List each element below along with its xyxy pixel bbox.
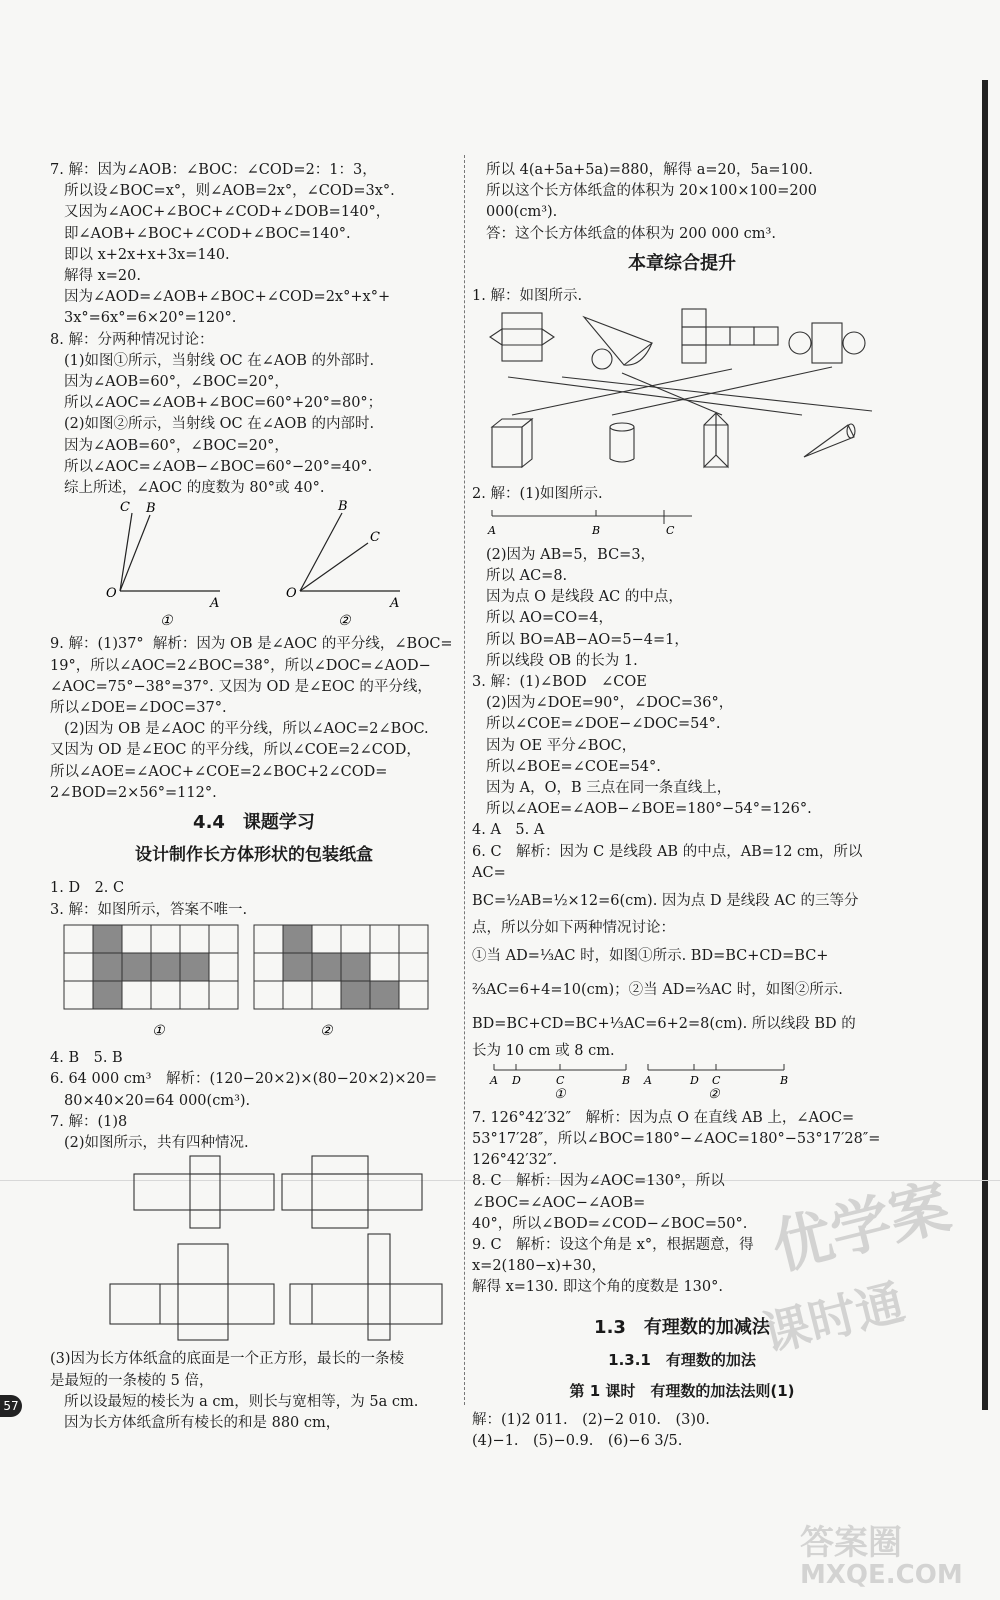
text-line: ①当 AD=⅓AC 时，如图①所示. BD=BC+CD=BC+ bbox=[472, 948, 829, 965]
figure-number: ② bbox=[708, 1087, 720, 1101]
figure-number: ① bbox=[152, 1022, 165, 1039]
watermark-badge: 答案圈 bbox=[800, 1523, 902, 1563]
grid-cell bbox=[341, 925, 370, 953]
text-line: 即以 x+2x+x+3x=140. bbox=[64, 246, 230, 263]
label-c: C bbox=[556, 1074, 565, 1088]
grid-cell bbox=[341, 953, 370, 981]
grid-cell bbox=[370, 953, 399, 981]
grid-cell bbox=[209, 953, 238, 981]
grid-cell bbox=[254, 981, 283, 1009]
grid-cell bbox=[151, 953, 180, 981]
grid-cell bbox=[283, 981, 312, 1009]
watermark-main: 优学案 bbox=[765, 1172, 958, 1284]
grid-cell bbox=[399, 925, 428, 953]
text-line: 40°，所以∠BOD=∠COD−∠BOC=50°. bbox=[472, 1215, 748, 1232]
text-line: 所以这个长方体纸盒的体积为 20×100×100=200 000(cm³). bbox=[486, 183, 822, 221]
text-line: 所以∠BOE=∠COE=54°. bbox=[486, 758, 661, 775]
segment-figures-abcd bbox=[472, 1062, 892, 1100]
grid-cell bbox=[312, 981, 341, 1009]
grid-cell bbox=[312, 925, 341, 953]
grid-cell bbox=[254, 925, 283, 953]
label-c: C bbox=[120, 500, 130, 516]
label-a: A bbox=[490, 1074, 498, 1088]
text-line: 因为点 O 是线段 AC 的中点， bbox=[486, 589, 683, 606]
text-line: 1. D 2. C bbox=[50, 880, 125, 897]
grid-cell bbox=[312, 953, 341, 981]
section-title-4-4: 4.4 课题学习 bbox=[193, 812, 315, 834]
text-line: 6. 64 000 cm³ 解析：(120−20×2)×(80−20×2)×20= bbox=[50, 1071, 438, 1088]
label-o: O bbox=[106, 586, 117, 602]
grid-cell bbox=[64, 925, 93, 953]
text-line: 8. C 解析：因为∠AOC=130°，所以∠BOC=∠AOC−∠AOB= bbox=[472, 1173, 725, 1211]
section-title-1-3: 1.3 有理数的加减法 bbox=[594, 1316, 770, 1338]
text-line: 19°，所以∠AOC=2∠BOC=38°，所以∠DOC=∠AOD− bbox=[50, 657, 431, 674]
text-line: (1)如图①所示，当射线 OC 在∠AOB 的外部时. bbox=[64, 352, 375, 369]
text-line: 8. 解：分两种情况讨论： bbox=[50, 331, 214, 348]
net-grid-2 bbox=[254, 925, 428, 1009]
text-line: 所以设最短的棱长为 a cm，则长与宽相等，为 5a cm. bbox=[64, 1393, 419, 1410]
grid-cell bbox=[283, 925, 312, 953]
text-line: 又因为∠AOC+∠BOC+∠COD+∠DOB=140°， bbox=[64, 204, 391, 221]
label-b: B bbox=[622, 1074, 631, 1088]
segment-figure-abc bbox=[472, 506, 892, 538]
grid-cell bbox=[93, 953, 122, 981]
grid-cell bbox=[254, 953, 283, 981]
text-line: 126°42′32″. bbox=[472, 1152, 558, 1169]
text-line: 6. C 解析：因为 C 是线段 AB 的中点，AB=12 cm，所以 AC= bbox=[472, 843, 868, 881]
text-line: ⅔AC=6+4=10(cm)；②当 AD=⅔AC 时，如图②所示. bbox=[472, 982, 843, 999]
grid-cell bbox=[180, 981, 209, 1009]
text-line: 因为∠AOD=∠AOB+∠BOC+∠COD=2x°+x°+ bbox=[64, 289, 391, 306]
text-line: 解得 x=20. bbox=[64, 268, 141, 285]
figure-number: ② bbox=[320, 1022, 333, 1039]
grid-cell bbox=[64, 953, 93, 981]
q7-block bbox=[50, 160, 458, 330]
text-line: 3. 解：(1)∠BOD ∠COE bbox=[472, 674, 647, 691]
grid-cell bbox=[341, 981, 370, 1009]
text-line: 53°17′28″，所以∠BOC=180°−∠AOC=180°−53°17′28″= bbox=[472, 1130, 881, 1147]
grid-cell bbox=[93, 981, 122, 1009]
page-number: 57 bbox=[0, 1395, 22, 1417]
grid-cell bbox=[151, 925, 180, 953]
label-b: B bbox=[146, 501, 156, 517]
net-grid-figures bbox=[50, 921, 458, 1041]
page-edge-shadow bbox=[982, 80, 988, 1410]
label-c: C bbox=[666, 523, 675, 537]
text-line: 答：这个长方体纸盒的体积为 200 000 cm³. bbox=[486, 225, 776, 242]
grid-cell bbox=[122, 981, 151, 1009]
text-line: 因为 A，O，B 三点在同一条直线上， bbox=[486, 780, 732, 797]
text-line: 因为∠AOB=60°，∠BOC=20°， bbox=[64, 437, 289, 454]
lesson-title: 第 1 课时 有理数的加法法则(1) bbox=[569, 1381, 795, 1400]
text-line: 所以 4(a+5a+5a)=880，解得 a=20，5a=100. bbox=[486, 162, 813, 178]
section-title-1-3-1: 1.3.1 有理数的加法 bbox=[608, 1350, 756, 1369]
label-a: A bbox=[644, 1074, 652, 1088]
text-line: 2∠BOD=2×56°=112°. bbox=[50, 784, 217, 801]
r6-block bbox=[472, 842, 892, 1063]
grid-cell bbox=[370, 925, 399, 953]
text-line: 所以 AO=CO=4， bbox=[486, 610, 613, 627]
text-line: 所以∠AOC=∠AOB−∠BOC=60°−20°=40°. bbox=[64, 458, 373, 475]
label-a: A bbox=[210, 596, 220, 612]
q9-block bbox=[50, 634, 458, 804]
text-line: 9. 解：(1)37° 解析：因为 OB 是∠AOC 的平分线，∠BOC= bbox=[50, 636, 453, 653]
text-line: 综上所述，∠AOC 的度数为 80°或 40°. bbox=[64, 480, 325, 497]
label-b: B bbox=[592, 523, 601, 537]
label-a: A bbox=[488, 523, 496, 537]
text-line: BC=½AB=½×12=6(cm). 因为点 D 是线段 AC 的三等分 bbox=[472, 893, 859, 910]
grid-cell bbox=[399, 981, 428, 1009]
text-line: 3x°=6x°=6×20°=120°. bbox=[64, 310, 237, 327]
grid-cell bbox=[209, 981, 238, 1009]
grid-cell bbox=[180, 953, 209, 981]
text-line: (2)如图②所示，当射线 OC 在∠AOB 的内部时. bbox=[64, 416, 375, 433]
text-line: 所以∠DOE=∠DOC=37°. bbox=[50, 700, 227, 717]
watermark-sub: 课时通 bbox=[756, 1274, 910, 1364]
text-line: (2)如图所示，共有四种情况. bbox=[64, 1134, 249, 1151]
text-line: 因为长方体纸盒所有棱长的和是 880 cm， bbox=[64, 1414, 341, 1431]
figure-number: ② bbox=[338, 613, 351, 628]
right-column bbox=[472, 160, 892, 1453]
q8-block bbox=[50, 330, 458, 500]
text-line: (3)因为长方体纸盒的底面是一个正方形，最长的一条棱 bbox=[50, 1351, 405, 1368]
grid-cell bbox=[209, 925, 238, 953]
text-line: 1. 解：如图所示. bbox=[472, 288, 583, 305]
net-grid-1 bbox=[64, 925, 238, 1009]
label-b: B bbox=[338, 499, 348, 515]
text-line: 7. 126°42′32″ 解析：因为点 O 在直线 AB 上，∠AOC= bbox=[472, 1109, 855, 1126]
grid-cell bbox=[64, 981, 93, 1009]
text-line: 即∠AOB+∠BOC+∠COD+∠BOC=140°. bbox=[64, 225, 351, 242]
label-o: O bbox=[286, 586, 297, 602]
solid-matching-figure bbox=[472, 307, 892, 477]
text-line: 4. A 5. A bbox=[472, 822, 545, 839]
text-line: 是最短的一条棱的 5 倍， bbox=[50, 1372, 214, 1389]
column-divider bbox=[464, 155, 465, 1405]
angle-figure-2 bbox=[286, 499, 400, 627]
text-line: ∠AOC=75°−38°=37°. 又因为 OD 是∠EOC 的平分线， bbox=[50, 678, 432, 695]
label-c: C bbox=[712, 1074, 721, 1088]
text-line: 解得 x=130. 即这个角的度数是 130°. bbox=[472, 1279, 723, 1296]
text-line: 长为 10 cm 或 8 cm. bbox=[472, 1043, 615, 1060]
text-line: 2. 解：(1)如图所示. bbox=[472, 486, 603, 503]
grid-cell bbox=[122, 953, 151, 981]
box-net-figures bbox=[50, 1154, 458, 1342]
grid-cell bbox=[283, 953, 312, 981]
text-line: 所以设∠BOC=x°，则∠AOB=2x°，∠COD=3x°. bbox=[64, 183, 395, 200]
text-line: 所以 AC=8. bbox=[486, 568, 568, 585]
angle-figure-1 bbox=[106, 500, 220, 627]
text-line: 9. C 解析：设这个角是 x°，根据题意，得 x=2(180−x)+30， bbox=[472, 1236, 759, 1275]
figure-number: ① bbox=[160, 613, 173, 628]
figure-number: ① bbox=[554, 1087, 566, 1101]
text-line: BD=BC+CD=BC+⅓AC=6+2=8(cm). 所以线段 BD 的 bbox=[472, 1016, 856, 1033]
label-a: A bbox=[390, 596, 400, 612]
section-title-review: 本章综合提升 bbox=[628, 252, 736, 274]
text-line: (2)因为∠DOE=90°，∠DOC=36°， bbox=[486, 695, 734, 712]
text-line: (2)因为 AB=5，BC=3， bbox=[486, 546, 656, 563]
label-d: D bbox=[512, 1074, 521, 1088]
label-d: D bbox=[690, 1074, 699, 1088]
grid-cell bbox=[151, 981, 180, 1009]
text-line: 解：(1)2 011. (2)−2 010. (3)0. bbox=[472, 1412, 710, 1429]
text-line: 所以∠COE=∠DOE−∠DOC=54°. bbox=[486, 716, 721, 733]
label-b: B bbox=[780, 1074, 789, 1088]
text-line: 因为 OE 平分∠BOC， bbox=[486, 737, 637, 754]
angle-figures bbox=[50, 499, 458, 627]
text-line: (2)因为 OB 是∠AOC 的平分线，所以∠AOC=2∠BOC. bbox=[64, 721, 429, 738]
section-subtitle: 设计制作长方体形状的包装纸盒 bbox=[135, 845, 373, 866]
text-line: 因为∠AOB=60°，∠BOC=20°， bbox=[64, 374, 289, 391]
text-line: 所以∠AOC=∠AOB+∠BOC=60°+20°=80°； bbox=[64, 395, 383, 412]
text-line: 所以∠AOE=∠AOB−∠BOE=180°−54°=126°. bbox=[486, 801, 812, 818]
grid-cell bbox=[399, 953, 428, 981]
text-line: 又因为 OD 是∠EOC 的平分线，所以∠COE=2∠COD， bbox=[50, 742, 421, 759]
text-line: 4. B 5. B bbox=[50, 1050, 123, 1067]
grid-cell bbox=[93, 925, 122, 953]
text-line: 7. 解：因为∠AOB：∠BOC：∠COD=2：1：3， bbox=[50, 162, 377, 178]
text-line: 7. 解：(1)8 bbox=[50, 1113, 128, 1130]
text-line: (4)−1. (5)−0.9. (6)−6 3/5. bbox=[472, 1433, 683, 1450]
grid-cell bbox=[122, 925, 151, 953]
text-line: 3. 解：如图所示，答案不唯一. bbox=[50, 901, 248, 918]
text-line: 所以∠AOE=∠AOC+∠COE=2∠BOC+2∠COD= bbox=[50, 763, 388, 780]
text-line: 80×40×20=64 000(cm³). bbox=[64, 1092, 251, 1109]
text-line: 所以线段 OB 的长为 1. bbox=[486, 652, 638, 669]
grid-cell bbox=[180, 925, 209, 953]
left-column bbox=[50, 160, 458, 1434]
grid-cell bbox=[370, 981, 399, 1009]
text-line: 所以 BO=AB−AO=5−4=1， bbox=[486, 631, 689, 648]
text-line: 点，所以分如下两种情况讨论： bbox=[472, 920, 675, 937]
watermark-site: MXQE.COM bbox=[800, 1560, 963, 1590]
label-c: C bbox=[370, 530, 380, 546]
